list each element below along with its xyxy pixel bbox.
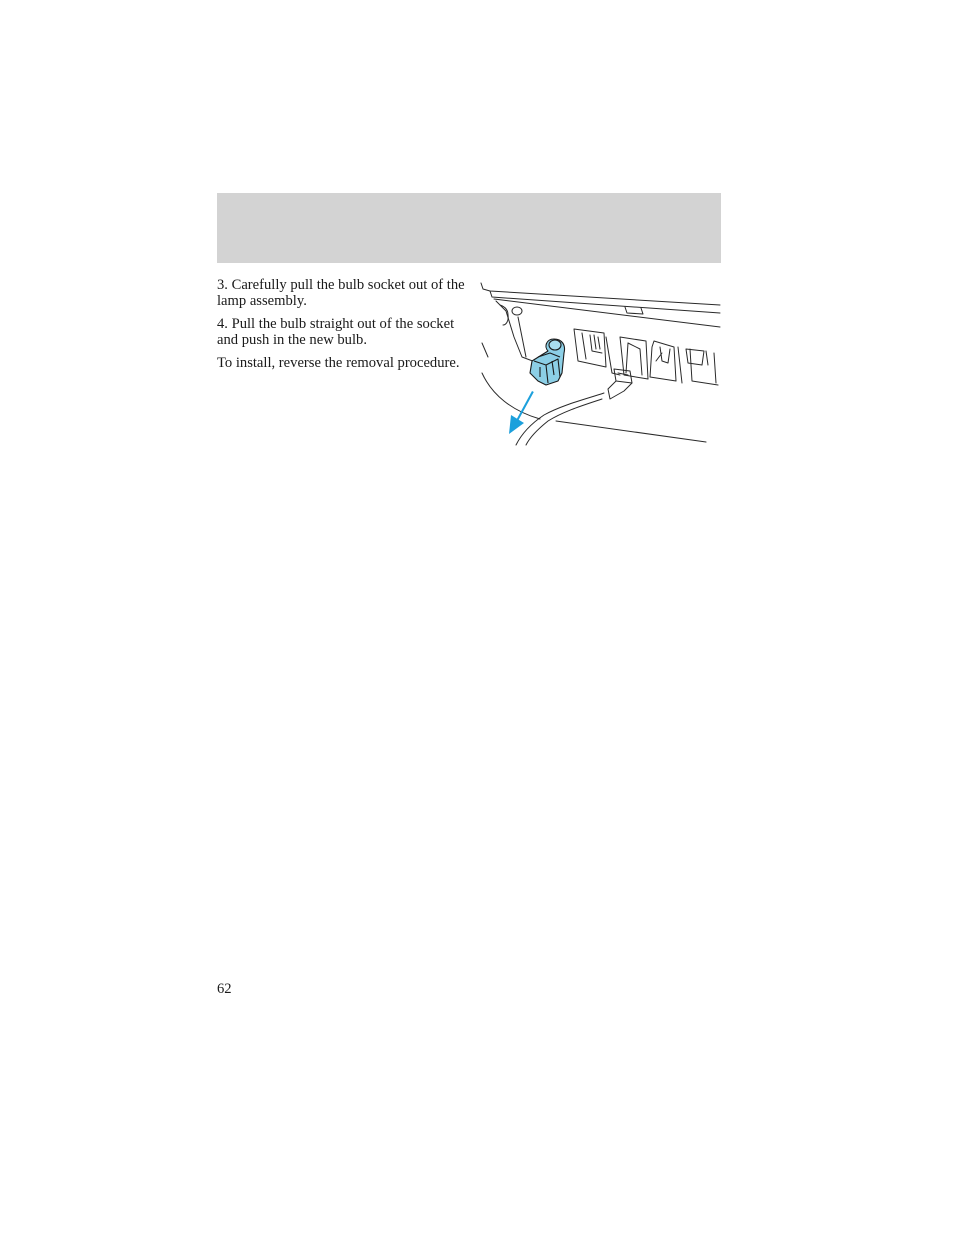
- step-3-text: 3. Carefully pull the bulb socket out of the lamp assembly.: [217, 277, 465, 309]
- section-header-band: [217, 193, 721, 263]
- bulb-socket: [530, 339, 565, 385]
- step-4-text: 4. Pull the bulb straight out of the socket and push in the new bulb.: [217, 316, 455, 348]
- removal-arrow-icon: [509, 391, 534, 434]
- bulb-socket-illustration: [478, 277, 724, 447]
- install-note-text: To install, reverse the removal procedure.: [217, 355, 460, 371]
- page-number: 62: [217, 981, 232, 997]
- instructions-text: [217, 277, 469, 378]
